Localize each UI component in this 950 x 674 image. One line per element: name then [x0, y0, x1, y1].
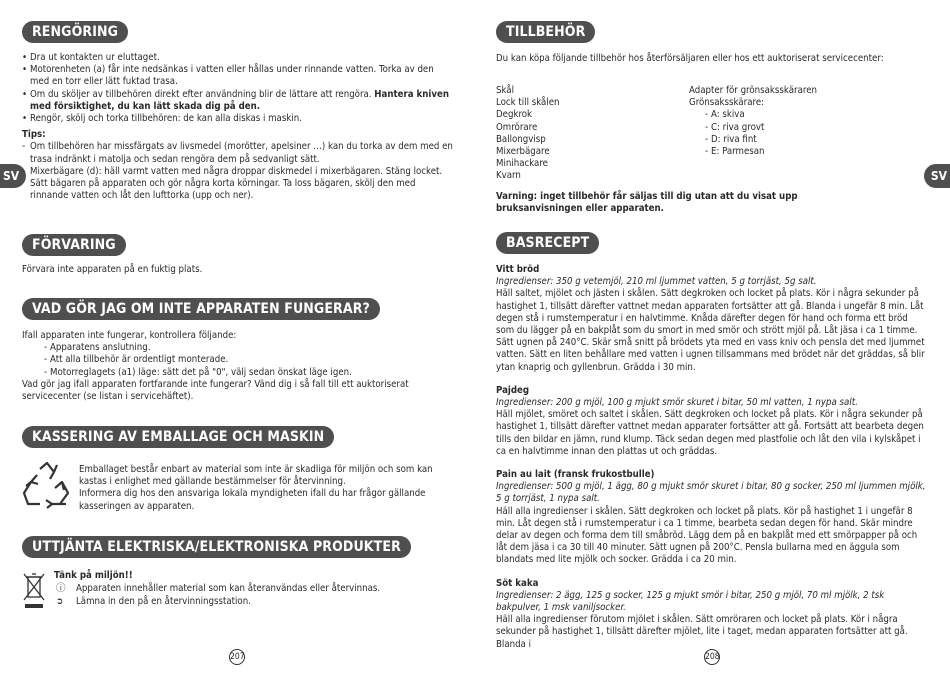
list-item: - Om tillbehören har missfärgats av livsmedel (morötter, apelsiner …) kan du torka av dem med en trasa indränkt i matolja och sedan rengöra dem på sedvanligt sätt.: [22, 141, 454, 165]
recipe-title: Vitt bröd: [496, 264, 540, 275]
recipe-ingredients: Ingredienser: 350 g vetemjöl, 210 ml ljummet vatten, 5 g torrjäst, 5g salt.: [496, 276, 817, 288]
tips-label: Tips:: [22, 129, 46, 141]
heading-basrecept: BASRECEPT: [496, 232, 599, 254]
weee-bin-icon: [22, 571, 46, 615]
list-item: Mixerbägare: [496, 146, 550, 158]
recipe: [496, 264, 928, 374]
list-item-text: Om du sköljer av tillbehören direkt efter användning blir de lättare att rengöra.: [30, 88, 375, 100]
rengoring-section: [22, 52, 454, 202]
list-item: Omrörare: [496, 121, 538, 133]
list-item: - D: riva fint: [705, 134, 882, 146]
tillbehor-lists: [496, 85, 928, 183]
list-item: Minihackare: [496, 158, 548, 170]
list-item: Grönsaksskärare:: [689, 97, 765, 109]
heading-kassering: KASSERING AV EMBALLAGE OCH MASKIN: [22, 426, 334, 448]
recipe-ingredients: Ingredienser: 200 g mjöl, 100 g mjukt smör skuret i bitar, 50 ml vatten, 1 nypa salt.: [496, 397, 858, 409]
kassering-text-2: Informera dig hos den ansvariga lokala myndigheten ifall du har frågor gällande kasseringen av apparaten.: [79, 488, 426, 512]
recyclable-line: [54, 583, 454, 595]
accessory-list: [496, 85, 689, 183]
fungerar-checks: [22, 342, 454, 379]
heading-fungerar: VAD GÖR JAG OM INTE APPARATEN FUNGERAR?: [22, 298, 380, 320]
side-tab-sv-right: SV: [924, 164, 950, 188]
list-item: • Motorenheten (a) får inte nedsänkas i vatten eller hållas under rinnande vatten. Torka av den med en torr eller lätt fuktad trasa.: [22, 64, 454, 88]
list-item: - C: riva grovt: [705, 122, 882, 134]
list-item: - Att alla tillbehör är ordentligt monterade.: [44, 354, 454, 366]
tips-list: [22, 141, 454, 202]
arrow-icon: ➲: [56, 596, 64, 608]
heading-uttjanta: UTTJÄNTA ELEKTRISKA/ELEKTRONISKA PRODUKTER: [22, 536, 411, 558]
page-number-right: 208: [704, 649, 720, 665]
list-item: Lock till skålen: [496, 97, 560, 109]
forvaring-text: Förvara inte apparaten på en fuktig plats.: [22, 264, 203, 275]
station-text: Lämna in den på en återvinningsstation.: [76, 596, 251, 608]
list-item: - A: skiva: [705, 109, 882, 121]
recipe-text: Häll saltet, mjölet och jästen i skålen. Sätt degkroken och locket på plats. Kör i några sekunder på hastighet 1, tillsätt därefter vattnet medan apparaten fortsätter att gå. Blanda i ungefär 8 min. Låt degen stå i rumstemperatur i en halvtimme. Knåda därefter degen för hand och forma ett bröd som du lägger på en bakplåt som du smort in med smör och strött mjöl på. Låt jäsa i ca 1 timme. Sätt ugnen på 240°C. Skär små snitt på brödets yta med en vass kniv och pensla det med ljummet vatten. Sätt en liten behållare med vatten i ugnen tillsammans med brödet när det gräddas, så blir ytan knaprig och gyllenbrun. Grädda i 30 min.: [496, 288, 925, 373]
recipe-title: Pajdeg: [496, 384, 530, 396]
heading-rengoring: RENGÖRING: [22, 21, 128, 43]
fungerar-section: [22, 330, 454, 403]
knife-warning: Hantera kniven med försiktighet, du kan lätt skada dig på den.: [30, 88, 450, 112]
list-item: Skål: [496, 85, 514, 96]
list-item: - Mixerbägare (d): häll varmt vatten med några droppar diskmedel i mixerbägaren. Stäng locket. Sätt bägaren på apparaten och gör några korta körningar. Ta loss bägaren, skölj den med rinnande vatten och låt den lufttorka (upp och ner).: [22, 166, 454, 203]
recipe: [496, 469, 928, 567]
recipe-text: Häll alla ingredienser förutom mjölet i skålen. Sätt omröraren och locket på plats. Kör i några sekunder på hastighet 1, tillsätt därefter mjölet, lite i taget, medan apparaten fortsätter att gå. Blanda i: [496, 614, 908, 650]
recipe-title: Söt kaka: [496, 577, 539, 589]
rengoring-bullets: [22, 52, 454, 125]
kassering-text: [79, 464, 454, 513]
list-item: Adapter för grönsaksskäraren: [689, 85, 817, 96]
station-line: [54, 596, 454, 608]
heading-forvaring: FÖRVARING: [22, 234, 126, 256]
recipes: [496, 264, 928, 651]
recipe-ingredients: Ingredienser: 2 ägg, 125 g socker, 125 g mjukt smör i bitar, 250 g mjöl, 70 ml mjölk, 2 tsk bakpulver, 1 msk vaniljsocker.: [496, 589, 885, 614]
info-icon: ⓘ: [56, 583, 66, 595]
heading-tillbehor: TILLBEHÖR: [496, 21, 595, 43]
recipe: [496, 578, 928, 651]
page-number-left: 207: [229, 649, 245, 665]
recipe-ingredients: Ingredienser: 500 g mjöl, 1 ägg, 80 g mjukt smör skuret i bitar, 80 g socker, 250 ml ljummen mjölk, 5 g torrjäst, 1 nypa salt.: [496, 481, 926, 505]
list-item: Degkrok: [496, 109, 533, 121]
list-item: Ballongvisp: [496, 133, 546, 145]
recipe-title: Pain au lait (fransk frukostbulle): [496, 469, 655, 481]
recyclable-text: Apparaten innehåller material som kan återanvändas eller återvinnas.: [76, 583, 381, 595]
fungerar-outro: Vad gör jag ifall apparaten fortfarande inte fungerar? Vänd dig i så fall till ett auktoriserat servicecenter (se listan i servicehäftet).: [22, 378, 409, 403]
environment-title: Tänk på miljön!!: [54, 570, 133, 581]
recycle-icon: [22, 460, 72, 514]
kassering-text-1: Emballaget består enbart av material som inte är skadliga för miljön och som kan kastas i enlighet med gällande bestämmelser för återvinning.: [79, 464, 433, 488]
list-item: [22, 89, 454, 113]
list-item: Kvarn: [496, 170, 521, 182]
list-item: - Motorreglagets (a1) läge: sätt det på "0", välj sedan önskat läge igen.: [44, 367, 454, 379]
recipe: [496, 385, 928, 458]
list-item: - E: Parmesan: [705, 146, 882, 158]
fungerar-intro: Ifall apparaten inte fungerar, kontrollera följande:: [22, 330, 237, 341]
list-item: - Apparatens anslutning.: [44, 342, 454, 354]
list-item: • Dra ut kontakten ur eluttaget.: [22, 52, 454, 64]
recipe-text: Häll alla ingredienser i skålen. Sätt degkroken och locket på plats. Kör på hastighet 1 i ungefär 8 min. Låt degen stå i rumstemperatur i ca 1 timme, bearbeta sedan degen för hand. Skär mindre delar av degen och forma dem till småbröd. Lägg dem på en bakplåt med ett smörpapper på och låt dem jäsa i ca 30 till 40 minuter. Sätt ugnen på 200°C. Pensla bullarna med en äggula som blandats med lite mjölk och socker. Grädda i ca 20 min.: [496, 505, 918, 566]
tillbehor-warning: Varning: inget tillbehör får säljas till dig utan att du visat upp bruksanvisningen eller apparaten.: [496, 191, 798, 215]
tillbehor-intro: Du kan köpa följande tillbehör hos återförsäljaren eller hos ett auktoriserat servicecenter:: [496, 53, 884, 64]
slicer-list: [689, 85, 882, 183]
slicer-options: [689, 109, 882, 158]
side-tab-sv-left: SV: [0, 164, 26, 188]
uttjanta-section: [54, 570, 454, 609]
recipe-text: Häll mjölet, smöret och saltet i skålen. Sätt degkroken och locket på plats. Kör i några sekunder på hastighet 1, tillsätt därefter vattnet medan apparater fortsätter att gå. Fortsätt att bearbeta degen tills den bildar en jämn, rund klump. Täck sedan degen med plastfolie och låt den vila i kylskåpet i ca en halvtimme innan den plattas ut och gräddas.: [496, 409, 924, 457]
list-item: • Rengör, skölj och torka tillbehören: de kan alla diskas i maskin.: [22, 113, 454, 125]
